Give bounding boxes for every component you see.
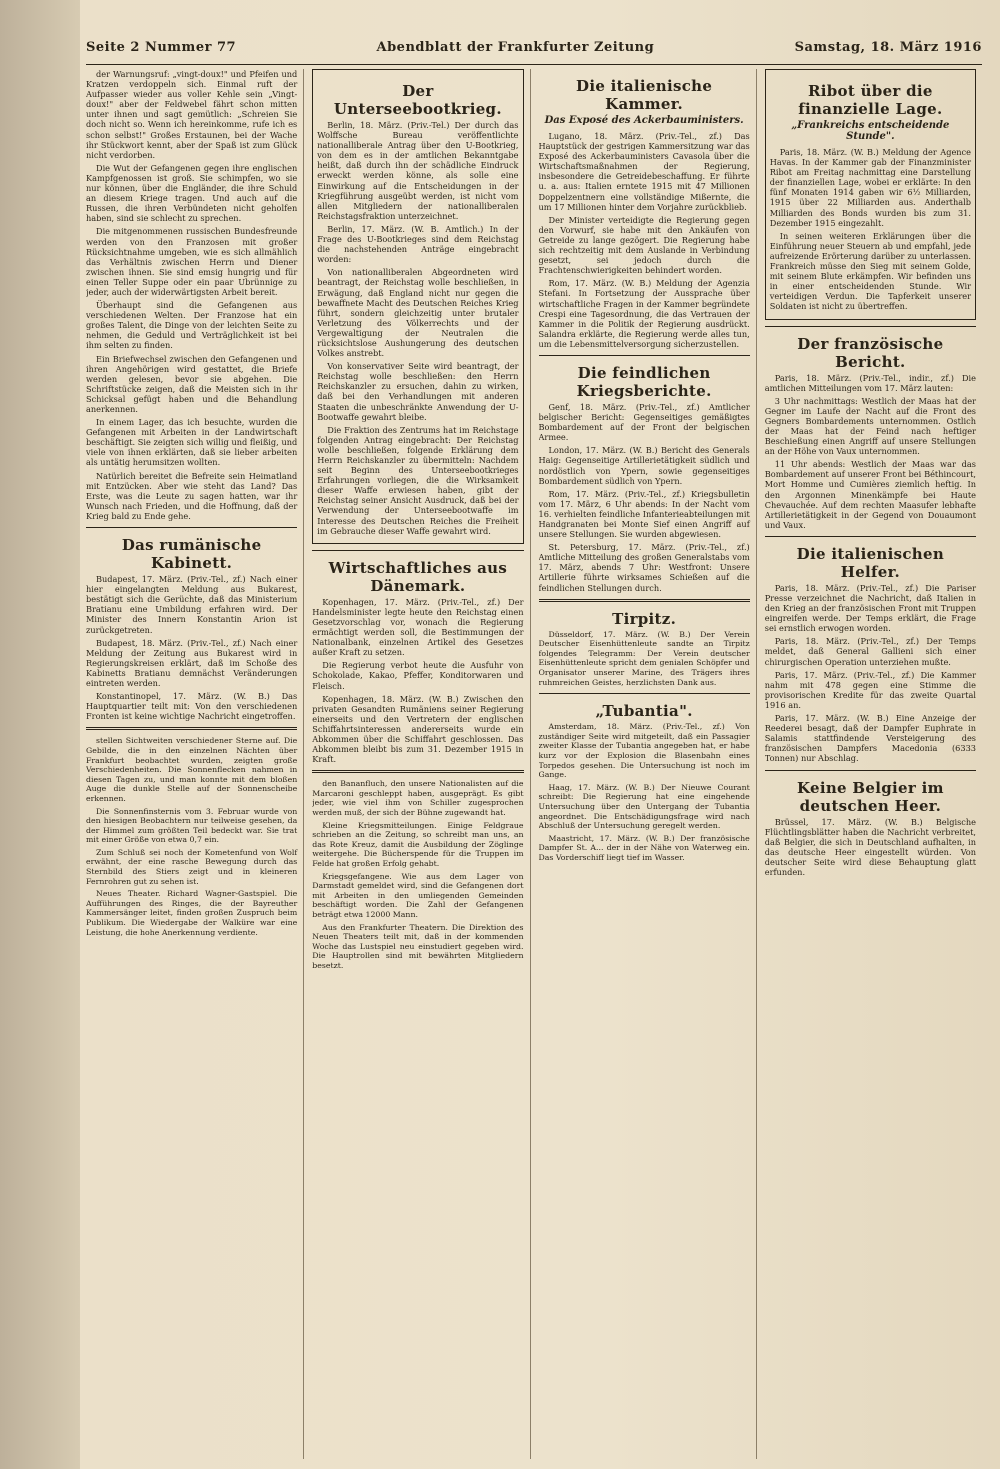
paragraph: Kriegsgefangene. Wie aus dem Lager von Darmstadt gemeldet wird, sind die Gefangenen dort mit Arbeiten in den umliegenden Gemeinden beschäftigt worden. Die Zahl der Gefangenen beträgt etwa 12000 Mann. bbox=[312, 871, 524, 919]
article-u-boot bbox=[312, 69, 523, 544]
paragraph: Paris, 17. März. (Priv.-Tel., zf.) Die Kammer nahm mit 478 gegen eine Stimme die provisorischen Kredite für das zweite Quartal 1916 an. bbox=[764, 669, 976, 710]
paragraph: London, 17. März. (W. B.) Bericht des Generals Haig: Gegenseitige Artillerietätigkeit südlich und nordöstlich von Ypern, sowie gegenseitiges Bombardement südlich von Ypern. bbox=[538, 445, 750, 486]
paragraph: Die Sonnenfinsternis vom 3. Februar wurde von den hiesigen Beobachtern nur teilweise gesehen, da der Himmel zum größten Teil bedeckt war. Sie trat mit einer Größe von etwa 0,7 ein. bbox=[86, 806, 298, 845]
paragraph: Von nationalliberalen Abgeordneten wird beantragt, der Reichstag wolle beschließen, in Erwägung, daß England nicht nur gegen die bewaffnete Macht des Deutschen Reiches Krieg führt, sondern gleichzeitig unter brutaler Verletzung des Völkerrechts und der Vergewaltigung der Neutralen die rücksichtslose Aushungerung des deutschen Volkes anstrebt. bbox=[317, 267, 519, 359]
paragraph: Budapest, 18. März. (Priv.-Tel., zf.) Nach einer Meldung der Zeitung aus Bukarest wird in Regierungskreisen erklärt, daß im Schoße des Kabinetts Bratianu demnächst Veränderungen eintreten werden. bbox=[86, 637, 298, 688]
paragraph: Berlin, 17. März. (W. B. Amtlich.) In der Frage des U-Bootkrieges sind dem Reichstag die nachstehenden Anträge eingebracht worden: bbox=[317, 223, 519, 265]
paragraph: den Bananfluch, den unsere Nationalisten auf die Marcaroni geschleppt haben, ausgeprägt. Es gibt jeder, wie viel ihm von Schiller zugesprochen werden muß, der sich der Bühne zugewandt hat. bbox=[312, 779, 524, 818]
divider bbox=[86, 527, 297, 528]
paragraph: 3 Uhr nachmittags: Westlich der Maas hat der Gegner im Laufe der Nacht auf die Front des Gegners Bombardements unternommen. Ostlich der Maas hat der Feind nach heftiger Beschießung einen Angriff auf unsere Stellungen an der Höhe von Vaux unternommen. bbox=[764, 395, 976, 457]
paragraph: Paris, 18. März. (Priv.-Tel., zf.) Der Temps meldet, daß General Gallieni sich einer chirurgischen Operation unterziehen mußte. bbox=[764, 636, 976, 667]
page-gutter-shadow bbox=[0, 0, 80, 1469]
paragraph: St. Petersburg, 17. März. (Priv.-Tel., zf.) Amtliche Mitteilung des großen Generalstabs vom 17. März, abends 7 Uhr: Westfront: Unsere Artillerie führte wirksames Schießen auf die feindlichen Stellungen durch. bbox=[538, 542, 750, 593]
masthead bbox=[86, 40, 982, 65]
paragraph: Brüssel, 17. März. (W. B.) Belgische Flüchtlingsblätter haben die Nachricht verbreitet, daß Belgier, die sich in Deutschland aufhalten, in das deutsche Heer eingestellt würden. Von deutscher Seite wird diese Behauptung glatt erfunden. bbox=[764, 816, 976, 877]
paragraph: Genf, 18. März. (Priv.-Tel., zf.) Amtlicher belgischer Bericht: Gegenseitiges gemäßigtes Bombardement auf der Front der belgischen Armee. bbox=[538, 401, 750, 443]
column-2 bbox=[312, 69, 530, 1459]
column-4 bbox=[765, 69, 982, 1459]
paragraph: In einem Lager, das ich besuchte, wurden die Gefangenen mit Arbeiten in der Landwirtschaft beschäftigt. Sie zeigten sich willig und fleißig, und viele von ihnen erklärten, daß sie lieber arbeiten als untätig herumsitzen wollten. bbox=[86, 417, 298, 468]
divider bbox=[86, 727, 297, 730]
paragraph: Rom, 17. März. (W. B.) Meldung der Agenzia Stefani. In Fortsetzung der Aussprache über wirtschaftliche Fragen in der Kammer begründete Crespi eine Tagesordnung, die das Vertrauen der Kammer in die Politik der Regierung ausdrückt. Salandra erklärte, die Regierung werde alles tun, um die Lebensmittelversorgung sicherzustellen. bbox=[538, 278, 750, 349]
divider bbox=[539, 355, 750, 356]
paragraph: Überhaupt sind die Gefangenen aus verschiedenen Welten. Der Franzose hat ein großes Talent, die Dinge von der leichten Seite zu nehmen, die Geduld und Verträglichkeit ist bei ihm selten zu finden. bbox=[86, 300, 298, 351]
headline-kabinett: Das rumänische Kabinett. bbox=[121, 536, 262, 573]
divider bbox=[539, 693, 750, 694]
divider bbox=[539, 599, 750, 602]
column-1 bbox=[86, 69, 304, 1459]
page-number: Seite 2 Nummer 77 bbox=[86, 40, 237, 55]
paragraph: Berlin, 18. März. (Priv.-Tel.) Der durch das Wolffsche Bureau veröffentlichte nationalliberale Antrag über den U-Bootkrieg, von dem es in der amtlichen Bekanntgabe heißt, daß durch ihn der schädliche Eindruck erweckt werden könne, als solle eine Einwirkung auf die Entscheidungen in der Kriegführung ausgeübt werden, ist nicht vom allen Mitgliedern der nationalliberalen Reichstagsfraktion unterzeichnet. bbox=[317, 120, 519, 221]
paragraph: In seinen weiteren Erklärungen über die Einführung neuer Steuern ab und empfahl, jede aufreizende Erörterung darüber zu unterlassen. Frankreich müsse den Sieg mit seinem Golde, mit seinem Blute erkämpfen. Wir befinden uns in einer entscheidenden Stunde. Wir verteidigen Verdun. Die Tapferkeit unserer Soldaten ist nicht zu übertreffen. bbox=[769, 230, 971, 312]
headline-u-boot: Der Unterseebootkrieg. bbox=[333, 82, 502, 118]
paragraph: Ein Briefwechsel zwischen den Gefangenen und ihren Angehörigen wird gestattet, die Briefe werden gelesen, bevor sie abgehen. Die Schriftstücke zeigen, daß die Meisten sich in ihr Schicksal gefügt haben und die Behandlung anerkennen. bbox=[86, 353, 298, 414]
subheadline-kammer: Das Exposé des Ackerbauministers. bbox=[544, 115, 744, 126]
paragraph: Natürlich bereitet die Befreite sein Heimatland mit Entzücken. Aber wie steht das Land? Das Erste, was die Leute zu sagen hatten, war ihr Wunsch nach Frieden, und die Hoffnung, daß der Krieg bald zu Ende gehe. bbox=[86, 470, 298, 521]
paragraph: Neues Theater. Richard Wagner-Gastspiel. Die Aufführungen des Ringes, die der Bayreuther Kammersänger leitet, finden großen Zuspruch beim Publikum. Die Wiedergabe der Walküre war eine Leistung, die hohe Anerkennung verdiente. bbox=[86, 889, 298, 937]
article-ribot bbox=[765, 69, 976, 320]
paragraph: der Warnungsruf: „vingt-doux!" und Pfeifen und Kratzen verdoppeln sich. Einmal ruft der Aufpasser wieder aus voller Kehle sein „Vingt-doux!" aber der Feldwebel fährt schon mitten unter ihnen und sagt gemütlich: „Schreien Sie doch nicht so. Wenn ich hereinkomme, rufe ich es schon selbst!" Großes Erstaunen, bei der Wache ihr Stückwort kennt, aber der Spaß ist zum Glück nicht verdorben. bbox=[86, 69, 298, 160]
paragraph: Paris, 18. März. (Priv.-Tel., zf.) Die Pariser Presse verzeichnet die Nachricht, daß Italien in den Krieg an der französischen Front mit Truppen eingreifen werde. Der Temps erklärt, die Frage sei ernstlich erwogen worden. bbox=[764, 582, 976, 634]
paragraph: Haag, 17. März. (W. B.) Der Nieuwe Courant schreibt: Die Regierung hat eine eingehende Untersuchung über den Untergang der Tubantia angeordnet. Die Entschädigungsfrage wird nach Abschluß der Untersuchung geregelt werden. bbox=[538, 782, 750, 831]
issue-date: Samstag, 18. März 1916 bbox=[794, 40, 982, 55]
columns bbox=[86, 69, 982, 1459]
headline-daenemark: Wirtschaftliches aus Dänemark. bbox=[328, 558, 508, 595]
divider bbox=[765, 326, 976, 327]
headline-helfer: Die italienischen Helfer. bbox=[796, 544, 945, 581]
paragraph: Amsterdam, 18. März. (Priv.-Tel., zf.) Von zuständiger Seite wird mitgeteilt, daß ein Passagier zweiter Klasse der Tubantia angegeben hat, er habe kurz vor der Explosion die Blasenbahn eines Torpedos gesehen. Die Untersuchung ist noch im Gange. bbox=[538, 722, 750, 780]
headline-kammer: Die italienische Kammer. bbox=[576, 77, 713, 113]
paragraph: stellen Sichtweiten verschiedener Sterne auf. Die Gebilde, die in den einzelnen Nächten über Frankfurt beobachtet wurden, zeigten große Verschiedenheiten. Die Sonnenflecken nahmen in diesen Tagen zu, und man konnte mit dem bloßen Auge die dunkle Stelle auf der Sonnenscheibe erkennen. bbox=[86, 736, 298, 803]
paragraph: Die mitgenommenen russischen Bundesfreunde werden von den Franzosen mit großer Rücksichtnahme umgeben, wie es sich allmählich das Verhältnis zwischen Herrn und Diener zwischen ihnen. Sie sind emsig hungrig und für einen Teller Suppe oder ein paar Ubrünnige zu jeder, auch der widerwärtigsten Arbeit bereit. bbox=[86, 226, 298, 297]
newspaper-title: Abendblatt der Frankfurter Zeitung bbox=[376, 40, 655, 55]
headline-feindlich: Die feindlichen Kriegsberichte. bbox=[576, 363, 712, 400]
paragraph: Lugano, 18. März. (Priv.-Tel., zf.) Das Hauptstück der gestrigen Kammersitzung war das Exposé des Ackerbauministers Cavasola über die Wirtschaftsmaßnahmen der Regierung, insbesondere die Getreidebeschaffung. Er führte u. a. aus: Italien erntete 1915 mit 47 Millionen Doppelzentnern eine vollständige Mißernte, die um 17 Millionen hinter dem Vorjahre zurückblieb. bbox=[538, 131, 750, 212]
paragraph: Budapest, 17. März. (Priv.-Tel., zf.) Nach einer hier eingelangten Meldung aus Bukarest, bestätigt sich die Gerüchte, daß das Ministerium Bratianu eine Umbildung erfahren wird. Der Minister des Innern Konstantin Arion ist zurückgetreten. bbox=[86, 574, 298, 635]
paragraph: Aus den Frankfurter Theatern. Die Direktion des Neuen Theaters teilt mit, daß in der kommenden Woche das Lustspiel neu einstudiert gegeben wird. Die Hauptrollen sind mit bewährten Mitgliedern besetzt. bbox=[312, 922, 524, 970]
divider bbox=[312, 550, 523, 551]
subheadline-ribot: „Frankreichs entscheidende Stunde". bbox=[791, 120, 950, 142]
headline-ribot: Ribot über die finanzielle Lage. bbox=[798, 82, 943, 118]
paragraph: Paris, 18. März. (W. B.) Meldung der Agence Havas. In der Kammer gab der Finanzminister Ribot am Freitag nachmittag eine Darstellung der finanziellen Lage, wobei er erklärte: In den fünf Monaten 1914 gaben wir 6½ Milliarden, 1915 über 22 Milliarden aus. Anderthalb Milliarden des Bonds wurden bis zum 31. Dezember 1915 eingezahlt. bbox=[769, 147, 971, 228]
paragraph: Die Fraktion des Zentrums hat im Reichstage folgenden Antrag eingebracht: Der Reichstag wolle beschließen, folgende Erklärung dem Herrn Reichskanzler zu übermitteln: Nachdem seit Beginn des Unterseebootkrieges Erfahrungen vorliegen, die die Wirksamkeit dieser Waffe erwiesen haben, gibt der Reichstag seiner Ansicht Ausdruck, daß bei der Verwendung der Unterseebootwaffe im Interesse des Deutschen Reiches die Freiheit im Gebrauche dieser Waffe gewahrt wird. bbox=[317, 424, 519, 536]
paragraph: 11 Uhr abends: Westlich der Maas war das Bombardement auf unserer Front bei Béthincourt, Mort Homme und Cumières ziemlich heftig. In den Argonnen Minenkämpfe bei Haute Chevauchée. Auf dem rechten Maasufer lebhafte Artillerietätigkeit in der Gegend von Douaumont und Vaux. bbox=[764, 459, 976, 530]
paragraph: Die Regierung verbot heute die Ausfuhr von Schokolade, Kakao, Pfeffer, Konditorwaren und Fleisch. bbox=[312, 660, 524, 691]
paragraph: Maastricht, 17. März. (W. B.) Der französische Dampfer St. A... der in der Nähe von Waterweg ein. Das Vorderschiff liegt tief im Wasser. bbox=[538, 833, 750, 862]
paragraph: Kopenhagen, 17. März. (Priv.-Tel., zf.) Der Handelsminister legte heute den Reichstag einen Gesetzvorschlag vor, wonach die Regierung ermächtigt werden soll, die Bestimmungen der Nationalbank, einzelnen Artikel des Gesetzes außer Kraft zu setzen. bbox=[312, 596, 524, 658]
article-prisoners bbox=[86, 69, 297, 521]
paragraph: Der Minister verteidigte die Regierung gegen den Vorwurf, sie habe mit den Ankäufen von Getreide zu lange gezögert. Die Regierung habe sich rechtzeitig mit dem Auslande in Verbindung gesetzt, sei jedoch durch die Frachtenschwierigkeiten behindert worden. bbox=[538, 214, 750, 276]
paragraph: Rom, 17. März. (Priv.-Tel., zf.) Kriegsbulletin vom 17. März, 6 Uhr abends: In der Nacht vom 16. verhielten feindliche Infanterieabteilungen mit Handgranaten bei Monte Sief einen Angriff auf unsere Stellungen. Sie wurden abgewiesen. bbox=[538, 488, 750, 540]
column-3 bbox=[539, 69, 757, 1459]
headline-tirpitz: Tirpitz. bbox=[612, 609, 677, 628]
paragraph: Von konservativer Seite wird beantragt, der Reichstag wolle beschließen: den Herrn Reichskanzler zu ersuchen, dahin zu wirken, daß bei den Verhandlungen mit anderen Staaten die unbeschränkte Anwendung der U-Bootwaffe gewahrt bleibe. bbox=[317, 361, 519, 422]
paragraph: Konstantinopel, 17. März. (W. B.) Das Hauptquartier teilt mit: Von den verschiedenen Fronten ist keine wichtige Nachricht eingetroffen. bbox=[86, 691, 298, 722]
headline-tubantia: „Tubantia". bbox=[595, 702, 693, 721]
paragraph: Kleine Kriegsmitteilungen. Einige Feldgraue schrieben an die Zeitung, so schreibt man uns, an das Rote Kreuz, damit die Ausbildung der Zöglinge weitergehe. Die Bücherspende für die Truppen im Felde hat großen Erfolg gehabt. bbox=[312, 820, 524, 868]
paragraph: Die Wut der Gefangenen gegen ihre englischen Kampfgenossen ist groß. Sie schimpfen, wo sie nur können, über die Engländer, die ihre Schuld an diesem Kriege tragen. Und auch auf die Russen, die ihren Verbündeten nicht geholfen haben, sind sie schlecht zu sprechen. bbox=[86, 162, 298, 224]
paragraph: Düsseldorf, 17. März. (W. B.) Der Verein Deutscher Eisenhüttenleute sandte an Tirpitz folgendes Telegramm: Der Verein deutscher Eisenhüttenleute spricht dem genialen Schöpfer und Organisator unserer Marine, des Trägers ihres ruhmreichen Geistes, herzlichsten Dank aus. bbox=[538, 629, 750, 687]
paragraph: Kopenhagen, 18. März. (W. B.) Zwischen den privaten Gesandten Rumäniens seiner Regierung einerseits und den Vertretern der englischen Schiffahrtsinteressen andererseits wurde ein Abkommen über die Schiffahrt geschlossen. Das Abkommen bleibt bis zum 31. Dezember 1915 in Kraft. bbox=[312, 693, 524, 765]
headline-franz-bericht: Der französische Bericht. bbox=[797, 334, 944, 371]
divider bbox=[765, 770, 976, 771]
headline-belgier: Keine Belgier im deutschen Heer. bbox=[796, 778, 944, 815]
paragraph: Paris, 17. März. (W. B.) Eine Anzeige der Reederei besagt, daß der Dampfer Euphrate in Salamis stattfindende Versteigerung des französischen Dampfers Macedonia (6333 Tonnen) nur Abschlag. bbox=[764, 713, 976, 764]
paragraph: Zum Schluß sei noch der Kometenfund von Wolf erwähnt, der eine rasche Bewegung durch das Sternbild des Stiers zeigt und in kleineren Fernrohren gut zu sehen ist. bbox=[86, 847, 298, 886]
divider bbox=[312, 770, 523, 773]
paragraph: Paris, 18. März. (Priv.-Tel., indir., zf.) Die amtlichen Mitteilungen vom 17. März lauten: bbox=[764, 372, 976, 393]
divider bbox=[765, 536, 976, 537]
